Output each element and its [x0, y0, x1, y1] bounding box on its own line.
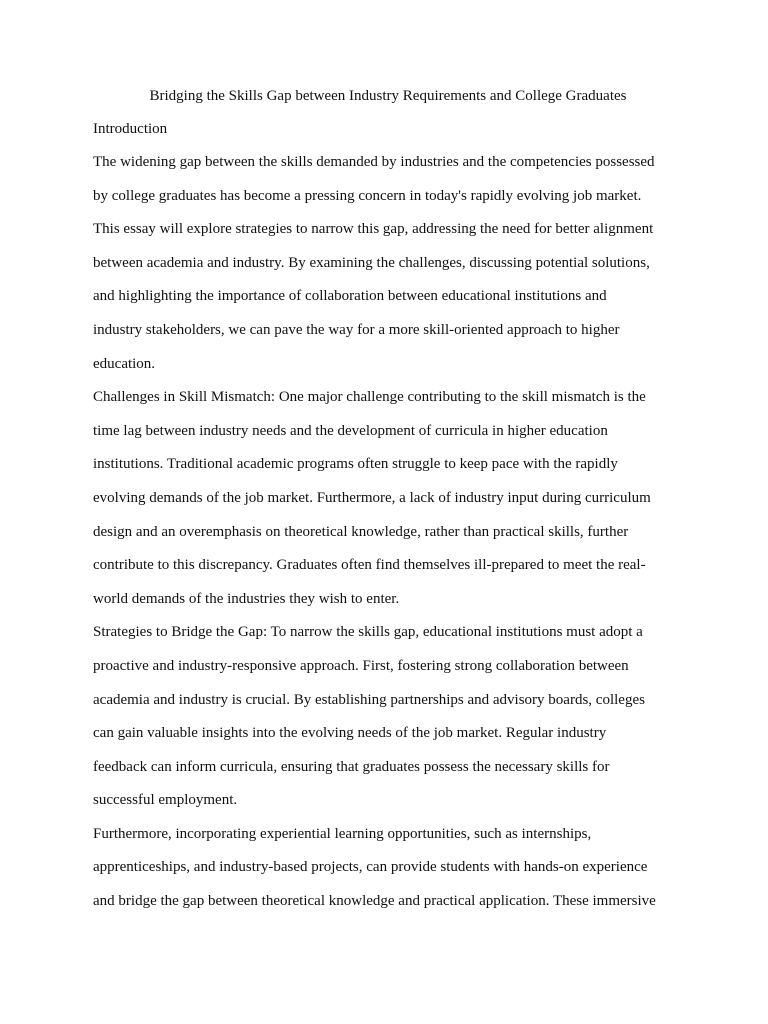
text-line: Strategies to Bridge the Gap: To narrow the skills gap, educational institutions must adopt a	[93, 624, 643, 641]
paragraph-introduction	[93, 152, 683, 387]
text-line: Challenges in Skill Mismatch: One major challenge contributing to the skill mismatch is the	[93, 389, 646, 406]
paragraph-experiential-learning	[93, 824, 683, 925]
text-line: apprenticeships, and industry-based projects, can provide students with hands-on experience	[93, 859, 648, 876]
text-line: and highlighting the importance of collaboration between educational institutions and	[93, 288, 607, 305]
paragraph-challenges	[93, 387, 683, 622]
text-line: design and an overemphasis on theoretical knowledge, rather than practical skills, further	[93, 523, 629, 540]
text-line: by college graduates has become a pressing concern in today's rapidly evolving job market.	[93, 187, 642, 204]
paragraph-strategies	[93, 622, 683, 824]
text-line: institutions. Traditional academic programs often struggle to keep pace with the rapidly	[93, 456, 618, 473]
document-title: Bridging the Skills Gap between Industry Requirements and College Graduates	[149, 88, 627, 104]
text-line: successful employment.	[93, 792, 238, 809]
introduction-heading: Introduction	[93, 121, 168, 137]
text-line: evolving demands of the job market. Furthermore, a lack of industry input during curriculum	[93, 489, 651, 506]
text-line: academia and industry is crucial. By establishing partnerships and advisory boards, colleges	[93, 691, 645, 708]
text-line: education.	[93, 355, 156, 372]
text-line: between academia and industry. By examining the challenges, discussing potential solutions,	[93, 254, 650, 271]
text-line: contribute to this discrepancy. Graduates often find themselves ill-prepared to meet the real-	[93, 557, 646, 574]
text-line: time lag between industry needs and the development of curricula in higher education	[93, 422, 608, 439]
text-line: The widening gap between the skills demanded by industries and the competencies possessed	[93, 154, 655, 170]
text-line: world demands of the industries they wish to enter.	[93, 590, 400, 607]
text-line: Furthermore, incorporating experiential learning opportunities, such as internships,	[93, 825, 592, 842]
text-line: feedback can inform curricula, ensuring that graduates possess the necessary skills for	[93, 758, 610, 775]
text-line: industry stakeholders, we can pave the way for a more skill-oriented approach to higher	[93, 321, 620, 338]
text-line: can gain valuable insights into the evolving needs of the job market. Regular industry	[93, 725, 607, 742]
document-body	[93, 86, 683, 925]
text-line: proactive and industry-responsive approach. First, fostering strong collaboration between	[93, 657, 629, 674]
text-line: and bridge the gap between theoretical knowledge and practical application. These immersive	[93, 893, 656, 910]
text-line: This essay will explore strategies to narrow this gap, addressing the need for better alignment	[93, 221, 654, 238]
